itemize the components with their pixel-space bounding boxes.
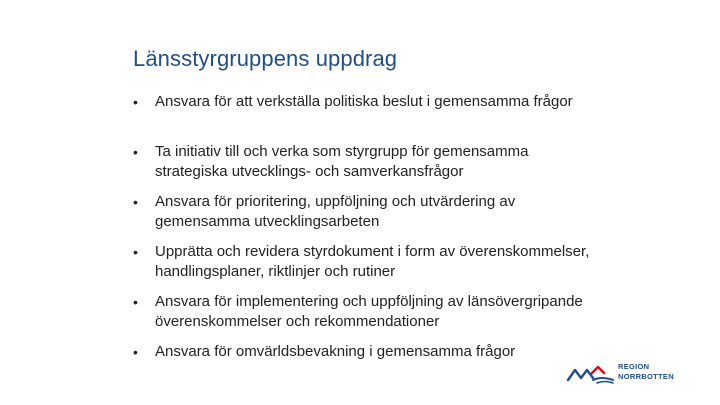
region-norrbotten-logo [566, 361, 696, 385]
bullet-dot: • [133, 244, 138, 260]
bullet-text: Ansvara för att verkställa politiska beslut i gemensamma frågor [155, 93, 573, 110]
bullet-dot: • [133, 144, 138, 160]
logo-text [618, 362, 674, 382]
bullet-item [133, 292, 605, 332]
bullet-text: Ansvara för omvärldsbevakning i gemensamma frågor [155, 343, 516, 360]
bullet-item [133, 342, 605, 362]
bullet-text: Ansvara för implementering och uppföljning av länsövergripande överenskommelser och rekommendationer [155, 293, 583, 330]
logo-line-region: REGION [618, 362, 650, 371]
logo-mark-icon [566, 361, 616, 385]
logo-line-norrbotten: NORRBOTTEN [618, 372, 674, 381]
bullet-dot: • [133, 294, 138, 310]
bullet-dot: • [133, 344, 138, 360]
bullet-text: Upprätta och revidera styrdokument i form av överenskommelser, handlingsplaner, riktlinjer och rutiner [155, 243, 590, 280]
bullet-item [133, 142, 605, 182]
slide-title: Länsstyrgruppens uppdrag [133, 46, 398, 71]
bullet-item [133, 192, 605, 232]
bullet-text: Ansvara för prioritering, uppföljning och utvärdering av gemensamma utvecklingsarbeten [155, 193, 516, 230]
bullet-item [133, 242, 605, 282]
bullet-dot: • [133, 194, 138, 210]
bullet-dot: • [133, 94, 138, 110]
bullet-item [133, 92, 605, 112]
bullet-text: Ta initiativ till och verka som styrgrupp för gemensamma strategiska utvecklings- och samverkansfrågor [155, 143, 529, 180]
